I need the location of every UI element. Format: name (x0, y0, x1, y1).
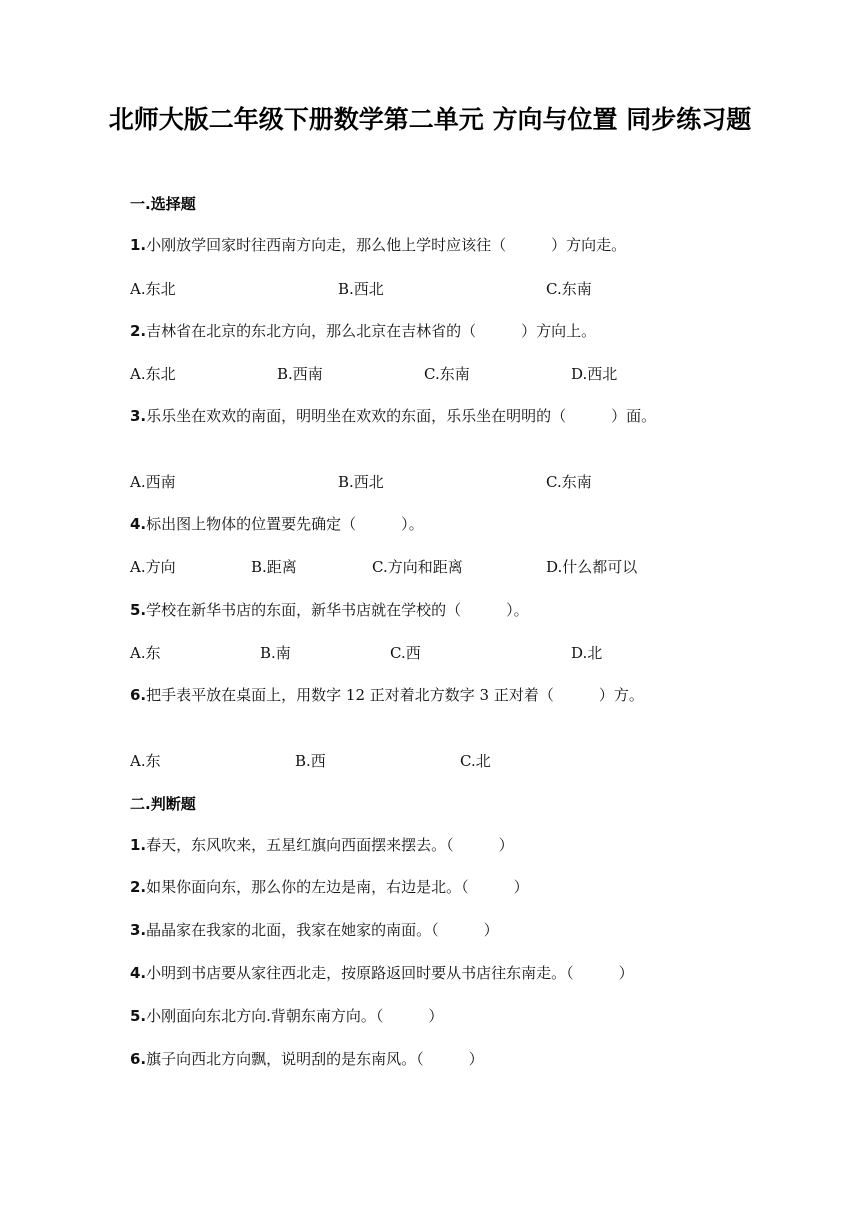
option-a: A.东 (130, 752, 161, 770)
option-b: B.西南 (277, 365, 323, 383)
question-number: 3. (130, 921, 147, 939)
choice-question-5 (130, 599, 730, 621)
option-c: C.西 (390, 644, 421, 662)
judgment-question-1 (130, 834, 730, 856)
option-a: A.东北 (130, 280, 176, 298)
option-d: D.什么都可以 (546, 558, 638, 576)
option-a: A.西南 (130, 473, 176, 491)
question-text: 晶晶家在我家的北面，我家在她家的南面。（ ） (146, 921, 499, 939)
question-number: 3. (130, 407, 147, 425)
choice-question-3 (130, 405, 690, 427)
question-number: 1. (130, 836, 147, 854)
question-text: 旗子向西北方向飘，说明刮的是东南风。（ ） (146, 1050, 484, 1068)
question-text: 吉林省在北京的东北方向，那么北京在吉林省的（ ）方向上。 (146, 322, 597, 340)
option-b: B.西 (295, 752, 326, 770)
question-number: 5. (130, 1007, 147, 1025)
choice-question-2 (130, 320, 730, 342)
question-text: 如果你面向东，那么你的左边是南，右边是北。（ ） (146, 878, 529, 896)
question-text: 春天，东风吹来，五星红旗向西面摆来摆去。（ ） (146, 836, 514, 854)
choice-question-1 (130, 234, 730, 256)
option-b: B.西北 (338, 473, 384, 491)
judgment-question-5 (130, 1005, 730, 1027)
question-text: 学校在新华书店的东面，新华书店就在学校的（ ）。 (146, 601, 529, 619)
option-a: A.方向 (130, 558, 176, 576)
judgment-question-6 (130, 1048, 730, 1070)
judgment-question-2 (130, 876, 730, 898)
judgment-question-4 (130, 962, 730, 984)
option-c: C.东南 (546, 473, 592, 491)
section-heading-judgment: 二.判断题 (130, 795, 196, 813)
question-text: 小刚面向东北方向.背朝东南方向。（ ） (146, 1007, 444, 1025)
question-number: 2. (130, 322, 147, 340)
question-number: 6. (130, 1050, 147, 1068)
question-number: 4. (130, 515, 147, 533)
option-c: C.东南 (424, 365, 470, 383)
question-number: 2. (130, 878, 147, 896)
judgment-question-3 (130, 919, 730, 941)
option-b: B.西北 (338, 280, 384, 298)
choice-question-4 (130, 513, 730, 535)
page-title: 北师大版二年级下册数学第二单元 方向与位置 同步练习题 (108, 105, 752, 134)
option-c: C.东南 (546, 280, 592, 298)
question-number: 4. (130, 964, 147, 982)
option-d: D.西北 (571, 365, 618, 383)
question-text: 乐乐坐在欢欢的南面，明明坐在欢欢的东面，乐乐坐在明明的（ ）面。 (146, 407, 657, 425)
option-b: B.距离 (251, 558, 297, 576)
option-d: D.北 (571, 644, 603, 662)
question-number: 5. (130, 601, 147, 619)
question-text: 小明到书店要从家往西北走，按原路返回时要从书店往东南走。（ ） (146, 964, 634, 982)
question-text: 小刚放学回家时往西南方向走，那么他上学时应该往（ ）方向走。 (146, 236, 627, 254)
option-a: A.东北 (130, 365, 176, 383)
option-c: C.北 (460, 752, 491, 770)
question-number: 6. (130, 686, 147, 704)
question-text: 把手表平放在桌面上，用数字 12 正对着北方数字 3 正对着（ ）方。 (146, 686, 644, 704)
question-text: 标出图上物体的位置要先确定（ ）。 (146, 515, 424, 533)
question-number: 1. (130, 236, 147, 254)
option-b: B.南 (260, 644, 291, 662)
choice-question-6 (130, 684, 690, 706)
option-c: C.方向和距离 (372, 558, 463, 576)
option-a: A.东 (130, 644, 161, 662)
section-heading-choice: 一.选择题 (130, 195, 196, 213)
